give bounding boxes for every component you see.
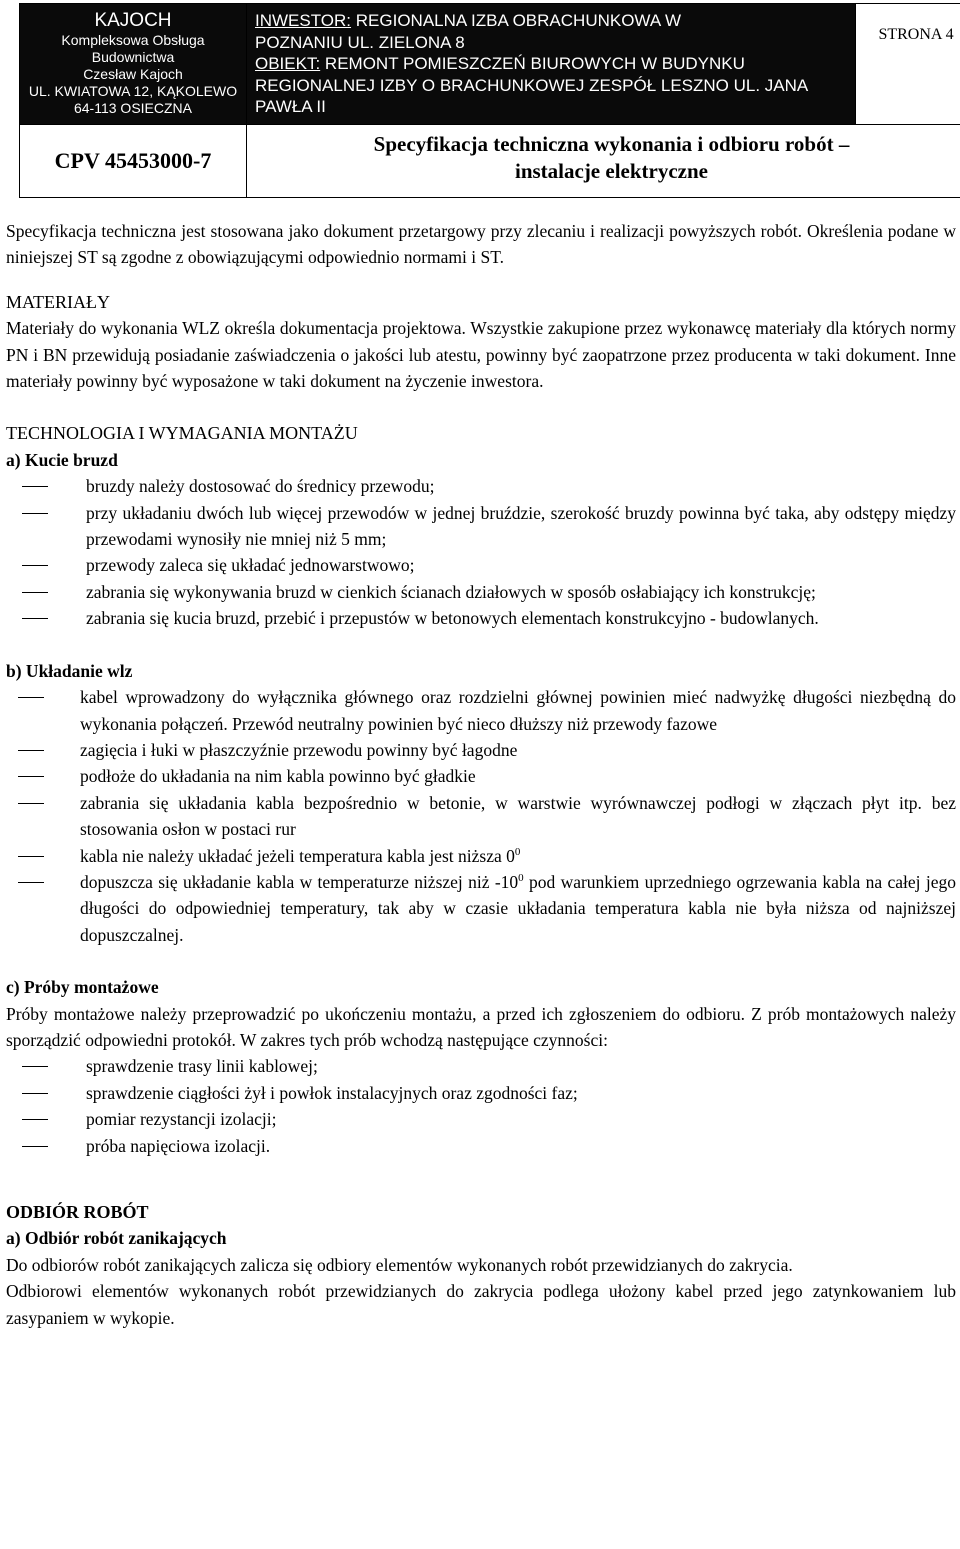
list-item: sprawdzenie trasy linii kablowej; — [6, 1053, 956, 1079]
section-c-list — [6, 1053, 956, 1159]
object-line-2: REGIONALNEJ IZBY O BRACHUNKOWEJ ZESPÓŁ LESZNO UL. JANA — [255, 75, 809, 95]
intro-paragraph: Specyfikacja techniczna jest stosowana jako dokument przetargowy przy zlecaniu i realizacji powyższych robót. Określenia podane w niniejszej ST są zgodne z obowiązującymi odpowiednio normami i ST. — [6, 221, 956, 268]
list-item: przewody zaleca się układać jednowarstwowo; — [6, 552, 956, 578]
document-body — [6, 218, 956, 1331]
list-item: próba napięciowa izolacji. — [6, 1133, 956, 1159]
list-item: zagięcia i łuki w płaszczyźnie przewodu powinny być łagodne — [6, 737, 956, 763]
company-box — [20, 4, 247, 125]
cpv-code: CPV 45453000-7 — [20, 124, 247, 197]
investor-line — [255, 10, 847, 32]
company-line: Kompleksowa Obsługa — [61, 32, 205, 49]
acceptance-paragraph-2: Odbiorowi elementów wykonanych robót przewidzianych do zakrycia podlega ułożony kabel przed jego zatynkowaniem lub zasypaniem w wykopie. — [6, 1281, 956, 1328]
list-item: sprawdzenie ciągłości żył i powłok instalacyjnych oraz zgodności faz; — [6, 1080, 956, 1106]
list-item: bruzdy należy dostosować do średnicy przewodu; — [6, 473, 956, 499]
materials-heading: MATERIAŁY — [6, 291, 110, 312]
company-line: Czesław Kajoch — [83, 66, 183, 83]
list-item: zabrania się wykonywania bruzd w cienkich ścianach działowych w sposób osłabiający ich konstrukcję; — [6, 579, 956, 605]
technology-heading: TECHNOLOGIA I WYMAGANIA MONTAŻU — [6, 423, 358, 444]
list-item: pomiar rezystancji izolacji; — [6, 1106, 956, 1132]
spec-title-line-2: instalacje elektryczne — [514, 158, 708, 183]
list-item: przy układaniu dwóch lub więcej przewodów w jednej bruździe, szerokość bruzdy powinna być taka, aby odstępy między przewodami wynosiły nie mniej niż 5 mm; — [6, 500, 956, 553]
list-item: zabrania się układania kabla bezpośrednio w betonie, w warstwie wyrównawczej podłogi w złączach płyt itp. bez stosowania osłon w postaci rur — [6, 790, 956, 843]
acceptance-heading: ODBIÓR ROBÓT — [6, 1202, 149, 1222]
section-b-title: b) Układanie wlz — [6, 660, 133, 681]
investor-name: REGIONALNA IZBA OBRACHUNKOWA W — [351, 11, 682, 30]
investor-label: INWESTOR: — [255, 11, 352, 30]
section-a-list — [6, 473, 956, 631]
section-b-list — [6, 684, 956, 948]
object-label: OBIEKT: — [255, 54, 321, 73]
company-line: 64-113 OSIECZNA — [73, 100, 192, 117]
company-name: KAJOCH — [94, 10, 172, 32]
section-a-title: a) Kucie bruzd — [6, 449, 118, 470]
list-item: zabrania się kucia bruzd, przebić i przepustów w betonowych elementach konstrukcyjno - budowlanych. — [6, 605, 956, 631]
company-line: Budownictwa — [91, 49, 175, 66]
list-item: podłoże do układania na nim kabla powinno być gładkie — [6, 763, 956, 789]
spec-title-line-1: Specyfikacja techniczna wykonania i odbioru robót – — [373, 131, 850, 156]
investor-line-2: POZNANIU UL. ZIELONA 8 — [255, 32, 465, 52]
acceptance-a-title: a) Odbiór robót zanikających — [6, 1228, 227, 1249]
company-line: UL. KWIATOWA 12, KĄKOLEWO — [28, 83, 238, 100]
list-item: kabla nie należy układać jeżeli temperatura kabla jest niższa $0^0$ — [6, 843, 956, 869]
list-item: kabel wprowadzony do wyłącznika głównego oraz rozdzielni głównej powinien mieć nadwyżkę długości niezbędną do wykonania połączeń. Przewód neutralny powinien być nieco dłuższy niż przewody fazowe — [6, 684, 956, 737]
object-line-3: PAWŁA II — [255, 97, 326, 116]
section-c-title: c) Próby montażowe — [6, 977, 159, 998]
materials-paragraph: Materiały do wykonania WLZ określa dokumentacja projektowa. Wszystkie zakupione przez wykonawcę materiały dla których normy PN i BN przewidują posiadanie zaświadczenia o jakości lub atestu, powinny być zaopatrzone przez producenta w taki dokument. Inne materiały powinny być wyposażone w taki dokument na życzenie inwestora. — [6, 318, 956, 392]
document-header — [19, 3, 960, 198]
list-item: dopuszcza się układanie kabla w temperaturze niższej niż $-10^0$ pod warunkiem uprzedniego ogrzewania kabla na całej jego długości do odpowiedniej temperatury, tak aby w czasie układania temperatura kabla nie była niższa od najniższej dopuszczalnej. — [6, 869, 956, 948]
section-c-paragraph: Próby montażowe należy przeprowadzić po ukończeniu montażu, a przed ich zgłoszeniem do odbioru. Z prób montażowych należy sporządzić odpowiedni protokół. W zakres tych prób wchodzą następujące czynności: — [6, 1003, 956, 1050]
spec-title — [247, 124, 960, 197]
page-number: STRONA 4 — [856, 4, 960, 125]
investor-box — [247, 4, 856, 125]
acceptance-paragraph-1: Do odbiorów robót zanikających zalicza się odbiory elementów wykonanych robót przewidzianych do zakrycia. — [6, 1254, 793, 1275]
object-line — [255, 53, 847, 75]
object-name: REMONT POMIESZCZEŃ BIUROWYCH W BUDYNKU — [320, 54, 745, 73]
